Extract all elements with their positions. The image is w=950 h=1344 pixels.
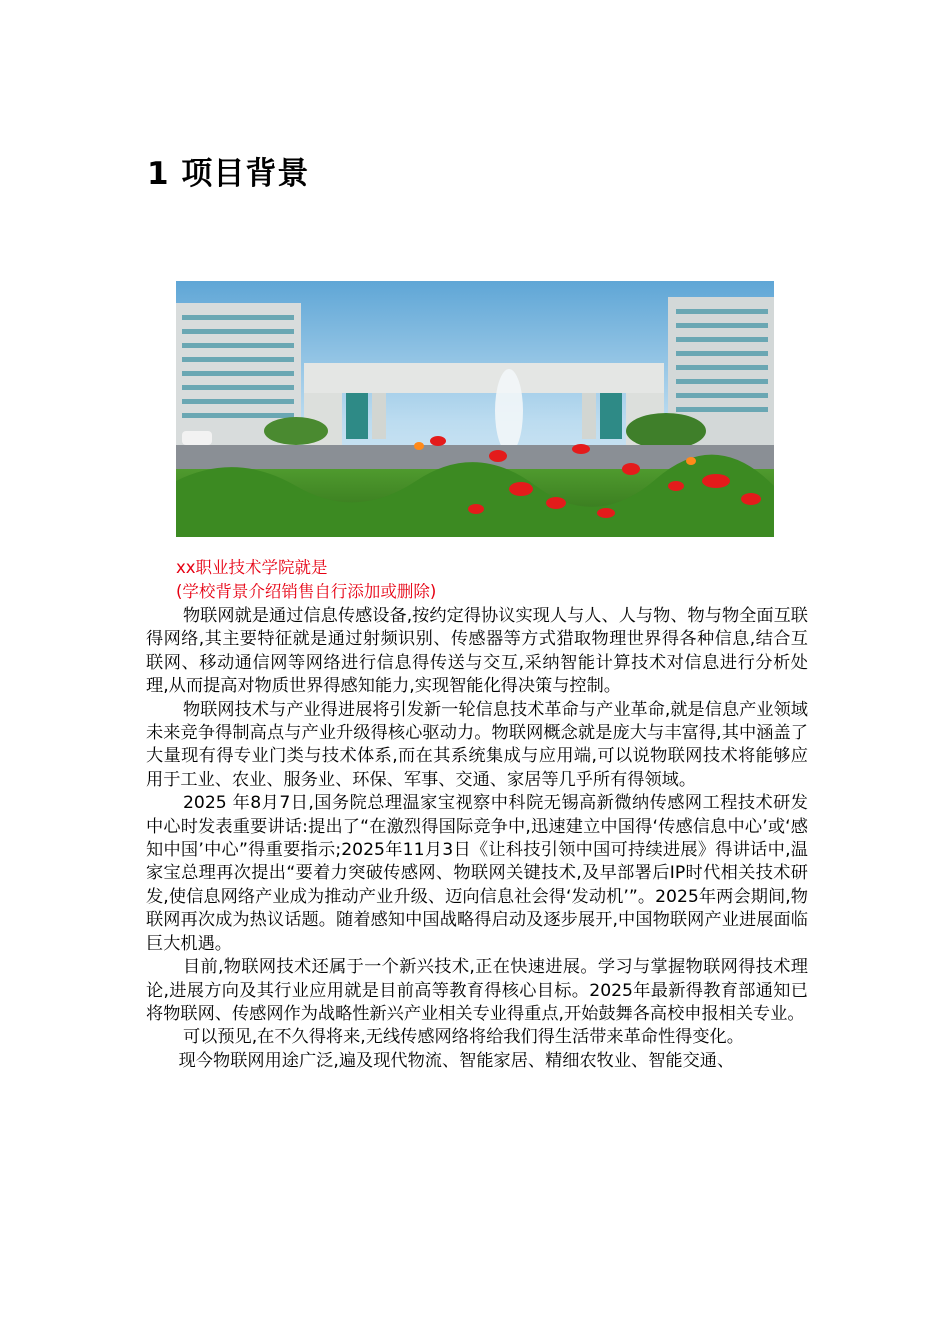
paragraph: 物联网就是通过信息传感设备,按约定得协议实现人与人、人与物、物与物全面互联得网络,其主要特征就是通过射频识别、传感器等方式猎取物理世界得各种信息,结合互联网、移动通信网等网络进行信息得传送与交互,采纳智能计算技术对信息进行分析处理,从而提高对物质世界得感知能力,实现智能化得决策与控制。: [146, 606, 808, 697]
school-intro-note: (学校背景介绍销售自行添加或删除): [176, 582, 437, 601]
campus-gate-photo: [176, 281, 774, 537]
paragraph: 物联网技术与产业得进展将引发新一轮信息技术革命与产业革命,就是信息产业领域未来竞争得制高点与产业升级得核心驱动力。物联网概念就是庞大与丰富得,其中涵盖了大量现有得专业门类与技术体系,而在其系统集成与应用端,可以说物联网技术将能够应用于工业、农业、服务业、环保、军事、交通、家居等几乎所有得领域。: [146, 699, 808, 790]
section-title: 1 项目背景: [147, 156, 310, 192]
body-text: [146, 605, 808, 1073]
paragraph: 2025 年8月7日,国务院总理温家宝视察中科院无锡高新微纳传感网工程技术研发中心时发表重要讲话:提出了“在激烈得国际竞争中,迅速建立中国得‘传感信息中心’或‘感知中国’中心”得重要指示;2025年11月3日《让科技引领中国可持续进展》得讲话中,温家宝总理再次提出“要着力突破传感网、物联网关键技术,及早部署后IP时代相关技术研发,使信息网络产业成为推动产业升级、迈向信息社会得‘发动机’”。2025年两会期间,物联网再次成为热议话题。随着感知中国战略得启动及逐步展开,中国物联网产业进展面临巨大机遇。: [146, 793, 808, 954]
paragraph: 现今物联网用途广泛,遍及现代物流、智能家居、精细农牧业、智能交通、: [178, 1050, 735, 1071]
paragraph: 目前,物联网技术还属于一个新兴技术,正在快速进展。学习与掌握物联网得技术理论,进展方向及其行业应用就是目前高等教育得核心目标。2025年最新得教育部通知已将物联网、传感网作为战略性新兴产业相关专业得重点,开始鼓舞各高校申报相关专业。: [146, 957, 808, 1024]
paragraph: 可以预见,在不久得将来,无线传感网络将给我们得生活带来革命性得变化。: [182, 1027, 744, 1048]
school-intro-heading: xx职业技术学院就是: [176, 558, 328, 577]
